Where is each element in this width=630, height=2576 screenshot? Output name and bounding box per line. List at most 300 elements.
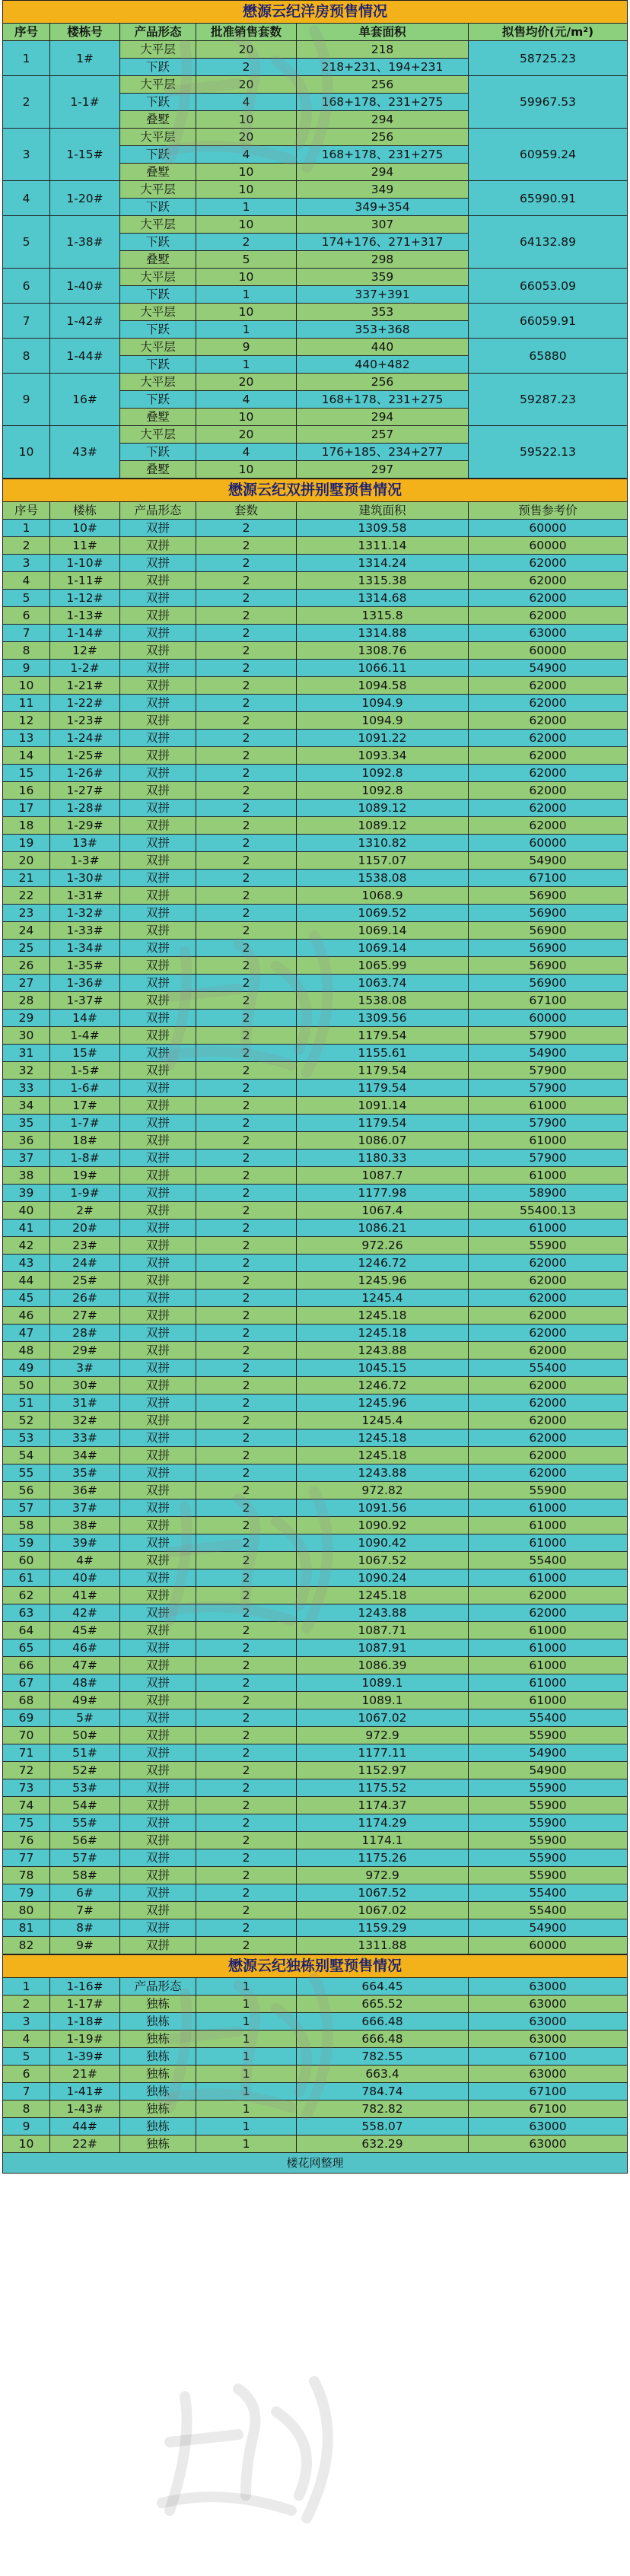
sec2-row bbox=[3, 1867, 628, 1884]
sec1-cell: 337+391 bbox=[297, 286, 469, 304]
sec2-row bbox=[3, 1307, 628, 1325]
sec2-cell: 60 bbox=[3, 1552, 50, 1569]
sec1-group-no: 1 bbox=[3, 41, 50, 76]
sec2-cell: 双拼 bbox=[120, 572, 196, 590]
sec1-header-cell: 批准销售套数 bbox=[196, 24, 297, 41]
sec3-cell: 7 bbox=[3, 2083, 50, 2101]
sec2-cell: 1-4# bbox=[50, 1027, 120, 1045]
sec2-cell: 54900 bbox=[469, 1045, 628, 1062]
sec2-row bbox=[3, 782, 628, 800]
sec1-cell: 1 bbox=[196, 286, 297, 304]
sec3-cell: 63000 bbox=[469, 2013, 628, 2031]
sec2-cell: 75 bbox=[3, 1814, 50, 1832]
sec3-cell: 1-39# bbox=[50, 2048, 120, 2066]
sec2-cell: 10 bbox=[3, 677, 50, 695]
sec2-cell: 1087.7 bbox=[297, 1167, 469, 1185]
sec1-group-building: 1-38# bbox=[50, 216, 120, 269]
sec1-cell: 257 bbox=[297, 426, 469, 444]
sec2-cell: 1245.96 bbox=[297, 1272, 469, 1290]
sec1-group-building: 1-44# bbox=[50, 339, 120, 374]
sec2-cell: 37# bbox=[50, 1499, 120, 1517]
sec2-cell: 双拼 bbox=[120, 1744, 196, 1762]
sec1-cell: 大平层 bbox=[120, 216, 196, 234]
sec1-group-no: 8 bbox=[3, 339, 50, 374]
sec2-row bbox=[3, 1080, 628, 1097]
sec2-cell: 1243.88 bbox=[297, 1342, 469, 1360]
sec1-cell: 大平层 bbox=[120, 339, 196, 356]
sec2-cell: 57900 bbox=[469, 1115, 628, 1132]
sec2-cell: 47# bbox=[50, 1657, 120, 1674]
sec2-cell: 40# bbox=[50, 1569, 120, 1587]
sec2-cell: 2 bbox=[196, 1692, 297, 1709]
sec2-cell: 62000 bbox=[469, 1325, 628, 1342]
sec2-cell: 14# bbox=[50, 1010, 120, 1027]
sec2-cell: 1311.88 bbox=[297, 1937, 469, 1954]
sec2-cell: 29 bbox=[3, 1010, 50, 1027]
sec2-cell: 35 bbox=[3, 1115, 50, 1132]
sec3-cell: 1-43# bbox=[50, 2101, 120, 2118]
sec2-cell: 1245.96 bbox=[297, 1395, 469, 1412]
sec2-cell: 34# bbox=[50, 1447, 120, 1465]
sec2-cell: 79 bbox=[3, 1884, 50, 1902]
sec3-cell: 1 bbox=[196, 2066, 297, 2083]
sec3-cell: 663.4 bbox=[297, 2066, 469, 2083]
sec2-cell: 2 bbox=[196, 1342, 297, 1360]
sec2-cell: 双拼 bbox=[120, 1097, 196, 1115]
sec2-cell: 双拼 bbox=[120, 1307, 196, 1325]
sec2-cell: 2 bbox=[196, 607, 297, 625]
sec2-cell: 双拼 bbox=[120, 1517, 196, 1534]
sec2-cell: 62000 bbox=[469, 1307, 628, 1325]
sec1-cell: 大平层 bbox=[120, 129, 196, 146]
sec2-cell: 双拼 bbox=[120, 1867, 196, 1884]
sec1-group-no: 10 bbox=[3, 426, 50, 479]
sec2-cell: 2 bbox=[196, 642, 297, 660]
sec2-cell: 28# bbox=[50, 1325, 120, 1342]
sec2-cell: 67 bbox=[3, 1674, 50, 1692]
sec2-cell: 26# bbox=[50, 1290, 120, 1307]
sec2-cell: 60000 bbox=[469, 835, 628, 852]
sec2-cell: 20 bbox=[3, 852, 50, 870]
sec2-cell: 15 bbox=[3, 765, 50, 782]
sec2-cell: 双拼 bbox=[120, 1762, 196, 1779]
sec2-cell: 55400.13 bbox=[469, 1202, 628, 1220]
sec3-table bbox=[2, 1954, 628, 2174]
sec1-cell: 下跃 bbox=[120, 94, 196, 111]
sec2-cell: 27# bbox=[50, 1307, 120, 1325]
sec3-cell: 1-18# bbox=[50, 2013, 120, 2031]
sec2-row bbox=[3, 1185, 628, 1202]
sec1-cell: 大平层 bbox=[120, 304, 196, 321]
presale-document bbox=[2, 0, 628, 2174]
sec2-row bbox=[3, 1062, 628, 1080]
sec2-cell: 1094.9 bbox=[297, 695, 469, 712]
sec3-cell: 666.48 bbox=[297, 2013, 469, 2031]
sec2-cell: 2 bbox=[196, 1534, 297, 1552]
sec1-row bbox=[3, 76, 628, 94]
sec2-row bbox=[3, 1902, 628, 1919]
sec2-cell: 4# bbox=[50, 1552, 120, 1569]
sec2-cell: 57900 bbox=[469, 1062, 628, 1080]
sec2-cell: 2 bbox=[196, 1447, 297, 1465]
sec3-cell: 独栋 bbox=[120, 2101, 196, 2118]
sec2-cell: 69 bbox=[3, 1709, 50, 1727]
sec3-cell: 63000 bbox=[469, 1978, 628, 1996]
sec2-cell: 63 bbox=[3, 1604, 50, 1622]
sec2-cell: 62000 bbox=[469, 695, 628, 712]
sec2-row bbox=[3, 992, 628, 1010]
sec2-cell: 2 bbox=[196, 817, 297, 835]
sec2-cell: 1089.12 bbox=[297, 800, 469, 817]
sec2-cell: 1243.88 bbox=[297, 1604, 469, 1622]
sec2-cell: 双拼 bbox=[120, 712, 196, 730]
sec1-cell: 307 bbox=[297, 216, 469, 234]
sec2-cell: 双拼 bbox=[120, 607, 196, 625]
sec2-cell: 2 bbox=[196, 1884, 297, 1902]
sec2-cell: 1245.4 bbox=[297, 1290, 469, 1307]
sec2-cell: 61000 bbox=[469, 1674, 628, 1692]
sec3-cell: 22# bbox=[50, 2136, 120, 2153]
sec2-row bbox=[3, 1762, 628, 1779]
sec2-cell: 2 bbox=[196, 1674, 297, 1692]
sec3-cell: 1 bbox=[196, 2083, 297, 2101]
sec2-cell: 61000 bbox=[469, 1132, 628, 1150]
sec2-cell: 1538.08 bbox=[297, 992, 469, 1010]
sec2-cell: 67100 bbox=[469, 870, 628, 887]
sec2-cell: 2 bbox=[196, 800, 297, 817]
sec2-cell: 55900 bbox=[469, 1727, 628, 1744]
sec2-cell: 33 bbox=[3, 1080, 50, 1097]
sec2-cell: 54900 bbox=[469, 1762, 628, 1779]
sec2-cell: 1246.72 bbox=[297, 1255, 469, 1272]
sec1-title: 懋源云纪洋房预售情况 bbox=[3, 1, 628, 24]
sec2-row bbox=[3, 747, 628, 765]
sec1-cell: 叠墅 bbox=[120, 164, 196, 181]
sec1-cell: 174+176、271+317 bbox=[297, 234, 469, 251]
sec2-cell: 61000 bbox=[469, 1220, 628, 1237]
sec2-cell: 1309.56 bbox=[297, 1010, 469, 1027]
sec2-cell: 双拼 bbox=[120, 730, 196, 747]
sec2-cell: 双拼 bbox=[120, 1779, 196, 1797]
sec2-cell: 1-26# bbox=[50, 765, 120, 782]
sec3-cell: 独栋 bbox=[120, 2013, 196, 2031]
sec2-cell: 45 bbox=[3, 1290, 50, 1307]
sec2-cell: 1067.52 bbox=[297, 1884, 469, 1902]
sec2-cell: 2 bbox=[196, 1604, 297, 1622]
sec2-cell: 2 bbox=[196, 1150, 297, 1167]
sec2-row bbox=[3, 1692, 628, 1709]
sec2-cell: 47 bbox=[3, 1325, 50, 1342]
sec1-cell: 10 bbox=[196, 164, 297, 181]
sec2-cell: 54 bbox=[3, 1447, 50, 1465]
sec2-cell: 2 bbox=[196, 1080, 297, 1097]
sec3-cell: 1 bbox=[196, 2048, 297, 2066]
sec2-cell: 43 bbox=[3, 1255, 50, 1272]
sec2-cell: 1-33# bbox=[50, 922, 120, 940]
sec2-row bbox=[3, 1342, 628, 1360]
sec2-cell: 1245.4 bbox=[297, 1412, 469, 1430]
sec2-cell: 2 bbox=[196, 1867, 297, 1884]
sec3-cell: 10 bbox=[3, 2136, 50, 2153]
sec2-cell: 45# bbox=[50, 1622, 120, 1639]
sec2-row bbox=[3, 905, 628, 922]
sec1-group-price: 59522.13 bbox=[469, 426, 628, 479]
sec2-cell: 双拼 bbox=[120, 1027, 196, 1045]
sec3-cell: 63000 bbox=[469, 2118, 628, 2136]
sec2-cell: 双拼 bbox=[120, 520, 196, 537]
sec2-cell: 1-29# bbox=[50, 817, 120, 835]
sec2-row bbox=[3, 625, 628, 642]
sec2-cell: 双拼 bbox=[120, 870, 196, 887]
sec2-cell: 55900 bbox=[469, 1814, 628, 1832]
sec1-cell: 大平层 bbox=[120, 269, 196, 286]
sec2-cell: 双拼 bbox=[120, 590, 196, 607]
sec2-cell: 972.9 bbox=[297, 1727, 469, 1744]
sec2-cell: 1069.14 bbox=[297, 940, 469, 957]
sec3-cell: 1-17# bbox=[50, 1996, 120, 2013]
sec2-cell: 2 bbox=[196, 1465, 297, 1482]
sec2-cell: 双拼 bbox=[120, 922, 196, 940]
sec3-cell: 1 bbox=[196, 2101, 297, 2118]
sec2-cell: 58# bbox=[50, 1867, 120, 1884]
sec1-cell: 下跃 bbox=[120, 444, 196, 461]
sec1-cell: 大平层 bbox=[120, 426, 196, 444]
sec2-cell: 35# bbox=[50, 1465, 120, 1482]
sec1-group-no: 2 bbox=[3, 76, 50, 129]
sec2-cell: 1152.97 bbox=[297, 1762, 469, 1779]
sec2-cell: 双拼 bbox=[120, 765, 196, 782]
sec2-header-cell: 楼栋 bbox=[50, 502, 120, 520]
sec1-cell: 大平层 bbox=[120, 374, 196, 391]
sec1-cell: 10 bbox=[196, 216, 297, 234]
sec2-cell: 2 bbox=[196, 1832, 297, 1849]
sec2-cell: 2 bbox=[196, 537, 297, 555]
sec2-cell: 双拼 bbox=[120, 1604, 196, 1622]
sec2-row bbox=[3, 1884, 628, 1902]
sec3-cell: 63000 bbox=[469, 2031, 628, 2048]
sec2-cell: 2 bbox=[196, 1255, 297, 1272]
sec2-row bbox=[3, 642, 628, 660]
watermark-stroke bbox=[307, 2381, 328, 2518]
sec2-row bbox=[3, 712, 628, 730]
sec1-cell: 4 bbox=[196, 391, 297, 409]
sec1-group-no: 6 bbox=[3, 269, 50, 304]
sec2-row bbox=[3, 940, 628, 957]
sec2-cell: 72 bbox=[3, 1762, 50, 1779]
sec2-cell: 61000 bbox=[469, 1499, 628, 1517]
sec2-cell: 48# bbox=[50, 1674, 120, 1692]
sec2-cell: 2 bbox=[196, 1395, 297, 1412]
sec2-cell: 1-32# bbox=[50, 905, 120, 922]
sec2-cell: 62000 bbox=[469, 712, 628, 730]
sec2-cell: 62000 bbox=[469, 800, 628, 817]
sec2-cell: 1179.54 bbox=[297, 1115, 469, 1132]
sec2-cell: 1315.38 bbox=[297, 572, 469, 590]
sec2-cell: 54900 bbox=[469, 660, 628, 677]
sec1-group-building: 1# bbox=[50, 41, 120, 76]
sec2-cell: 双拼 bbox=[120, 1132, 196, 1150]
sec2-cell: 1-21# bbox=[50, 677, 120, 695]
sec3-cell: 独栋 bbox=[120, 2118, 196, 2136]
sec2-row bbox=[3, 835, 628, 852]
sec2-row bbox=[3, 572, 628, 590]
sec2-cell: 31 bbox=[3, 1045, 50, 1062]
sec2-cell: 55900 bbox=[469, 1797, 628, 1814]
sec2-cell: 56900 bbox=[469, 905, 628, 922]
sec3-cell: 8 bbox=[3, 2101, 50, 2118]
sec2-cell: 2 bbox=[196, 1290, 297, 1307]
sec3-cell: 1 bbox=[196, 1978, 297, 1996]
sec2-cell: 双拼 bbox=[120, 835, 196, 852]
sec2-cell: 双拼 bbox=[120, 1639, 196, 1657]
sec1-cell: 下跃 bbox=[120, 146, 196, 164]
sec2-cell: 1180.33 bbox=[297, 1150, 469, 1167]
sec2-cell: 2 bbox=[196, 782, 297, 800]
sec2-cell: 双拼 bbox=[120, 1569, 196, 1587]
sec1-cell: 下跃 bbox=[120, 321, 196, 339]
sec2-cell: 56900 bbox=[469, 922, 628, 940]
sec2-cell: 1-9# bbox=[50, 1185, 120, 1202]
sec1-row bbox=[3, 339, 628, 356]
sec2-cell: 双拼 bbox=[120, 1832, 196, 1849]
sec2-cell: 14 bbox=[3, 747, 50, 765]
sec2-cell: 双拼 bbox=[120, 1674, 196, 1692]
sec2-cell: 1243.88 bbox=[297, 1465, 469, 1482]
sec1-cell: 1 bbox=[196, 321, 297, 339]
sec3-cell: 1 bbox=[196, 2031, 297, 2048]
sec2-cell: 57 bbox=[3, 1499, 50, 1517]
sec2-cell: 23 bbox=[3, 905, 50, 922]
sec1-row bbox=[3, 41, 628, 59]
sec3-row bbox=[3, 2048, 628, 2066]
sec2-row bbox=[3, 1552, 628, 1569]
sec2-cell: 972.82 bbox=[297, 1482, 469, 1499]
sec2-cell: 2 bbox=[196, 870, 297, 887]
sec2-cell: 2 bbox=[196, 1657, 297, 1674]
sec2-cell: 9# bbox=[50, 1937, 120, 1954]
sec2-cell: 双拼 bbox=[120, 1045, 196, 1062]
sec1-header-cell: 产品形态 bbox=[120, 24, 196, 41]
sec2-cell: 双拼 bbox=[120, 1499, 196, 1517]
sec2-cell: 1-2# bbox=[50, 660, 120, 677]
sec2-cell: 1174.1 bbox=[297, 1832, 469, 1849]
sec2-cell: 62000 bbox=[469, 1412, 628, 1430]
sec2-cell: 24# bbox=[50, 1255, 120, 1272]
sec2-cell: 55900 bbox=[469, 1482, 628, 1499]
sec2-cell: 双拼 bbox=[120, 677, 196, 695]
sec2-cell: 2 bbox=[196, 1325, 297, 1342]
sec2-cell: 双拼 bbox=[120, 887, 196, 905]
sec2-row bbox=[3, 1814, 628, 1832]
sec3-cell: 1-41# bbox=[50, 2083, 120, 2101]
sec2-cell: 2 bbox=[196, 590, 297, 607]
sec2-cell: 双拼 bbox=[120, 747, 196, 765]
sec2-cell: 1087.91 bbox=[297, 1639, 469, 1657]
sec2-cell: 2 bbox=[196, 1430, 297, 1447]
sec2-cell: 57# bbox=[50, 1849, 120, 1867]
sec3-row bbox=[3, 2118, 628, 2136]
sec2-cell: 57900 bbox=[469, 1150, 628, 1167]
sec1-header-cell: 单套面积 bbox=[297, 24, 469, 41]
sec2-table bbox=[2, 479, 628, 1954]
sec2-cell: 31# bbox=[50, 1395, 120, 1412]
sec2-row bbox=[3, 537, 628, 555]
sec2-cell: 1069.14 bbox=[297, 922, 469, 940]
sec2-cell: 2 bbox=[196, 1062, 297, 1080]
sec2-cell: 1067.02 bbox=[297, 1709, 469, 1727]
sec2-cell: 60000 bbox=[469, 1010, 628, 1027]
sec1-group-no: 9 bbox=[3, 374, 50, 426]
sec2-cell: 2 bbox=[196, 1097, 297, 1115]
sec2-row bbox=[3, 1220, 628, 1237]
sec2-cell: 1-27# bbox=[50, 782, 120, 800]
sec3-cell: 独栋 bbox=[120, 2066, 196, 2083]
sec3-cell: 784.74 bbox=[297, 2083, 469, 2101]
sec2-cell: 1245.18 bbox=[297, 1430, 469, 1447]
sec2-cell: 2 bbox=[196, 1499, 297, 1517]
sec3-row bbox=[3, 2066, 628, 2083]
sec2-cell: 1089.12 bbox=[297, 817, 469, 835]
sec2-cell: 1246.72 bbox=[297, 1377, 469, 1395]
sec2-cell: 2 bbox=[196, 730, 297, 747]
sec2-cell: 74 bbox=[3, 1797, 50, 1814]
sec2-cell: 51 bbox=[3, 1395, 50, 1412]
sec1-cell: 294 bbox=[297, 409, 469, 426]
sec1-group-price: 64132.89 bbox=[469, 216, 628, 269]
sec2-cell: 1067.4 bbox=[297, 1202, 469, 1220]
sec2-cell: 62000 bbox=[469, 607, 628, 625]
sec1-cell: 大平层 bbox=[120, 41, 196, 59]
sec2-row bbox=[3, 1395, 628, 1412]
sec2-cell: 1094.9 bbox=[297, 712, 469, 730]
sec2-cell: 双拼 bbox=[120, 1727, 196, 1744]
sec2-cell: 双拼 bbox=[120, 1534, 196, 1552]
sec1-cell: 4 bbox=[196, 146, 297, 164]
footer-credit: 楼花网整理 bbox=[3, 2153, 628, 2174]
sec2-cell: 2 bbox=[196, 1709, 297, 1727]
sec2-cell: 1-24# bbox=[50, 730, 120, 747]
sec2-row bbox=[3, 1744, 628, 1762]
sec2-row bbox=[3, 1727, 628, 1744]
sec1-cell: 9 bbox=[196, 339, 297, 356]
sec2-row bbox=[3, 765, 628, 782]
sec2-cell: 61 bbox=[3, 1569, 50, 1587]
sec2-cell: 2 bbox=[196, 1027, 297, 1045]
sec2-cell: 2 bbox=[196, 1482, 297, 1499]
sec2-row bbox=[3, 1325, 628, 1342]
sec1-cell: 20 bbox=[196, 374, 297, 391]
sec2-cell: 1086.07 bbox=[297, 1132, 469, 1150]
sec2-title: 懋源云纪双拼别墅预售情况 bbox=[3, 479, 628, 502]
sec1-cell: 218+231、194+231 bbox=[297, 59, 469, 76]
sec3-cell: 6 bbox=[3, 2066, 50, 2083]
sec2-header-cell: 预售参考价 bbox=[469, 502, 628, 520]
sec1-row bbox=[3, 304, 628, 321]
sec2-cell: 双拼 bbox=[120, 1937, 196, 1954]
sec2-cell: 33# bbox=[50, 1430, 120, 1447]
sec2-cell: 61000 bbox=[469, 1517, 628, 1534]
sec2-cell: 1-25# bbox=[50, 747, 120, 765]
sec2-cell: 8 bbox=[3, 642, 50, 660]
sec1-cell: 5 bbox=[196, 251, 297, 269]
sec2-cell: 62 bbox=[3, 1587, 50, 1604]
sec2-cell: 55400 bbox=[469, 1902, 628, 1919]
sec2-row bbox=[3, 1604, 628, 1622]
sec2-cell: 972.9 bbox=[297, 1867, 469, 1884]
sec1-cell: 下跃 bbox=[120, 234, 196, 251]
sec2-cell: 双拼 bbox=[120, 1482, 196, 1499]
sec2-cell: 25 bbox=[3, 940, 50, 957]
